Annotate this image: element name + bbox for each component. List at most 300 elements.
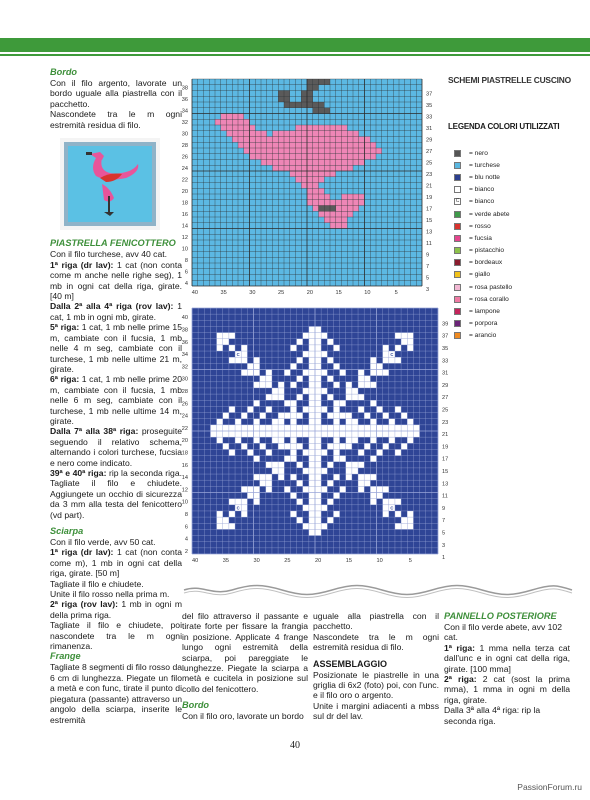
snowflake-grid-cell — [278, 382, 284, 388]
snowflake-grid-cell — [297, 517, 303, 523]
snowflake-grid-cell — [260, 443, 266, 449]
snowflake-grid-cell — [321, 351, 327, 357]
row-label: 36 — [181, 97, 188, 104]
flamingo-grid-cell — [238, 125, 244, 131]
flamingo-grid-cell — [284, 165, 290, 171]
flamingo-grid-cell — [347, 148, 353, 154]
legend-item — [448, 208, 578, 220]
snowflake-grid-cell — [333, 431, 339, 437]
flamingo-grid-cell — [324, 137, 330, 143]
snowflake-grid-cell — [333, 474, 339, 480]
row-label: 28 — [181, 389, 188, 396]
flamingo-grid-cell — [359, 194, 365, 200]
pannello-row-1: 1ª riga: 1 mma nella terza cat dall'unc e in ogni cat della riga, girate. [100 mma] — [444, 642, 570, 674]
flamingo-grid-cell — [290, 154, 296, 160]
flamingo-grid-cell — [307, 154, 313, 160]
legend-label: = fucsia — [469, 234, 492, 242]
flamingo-grid-cell — [313, 79, 319, 85]
corner-mark: C — [390, 351, 394, 357]
snowflake-grid-cell — [315, 419, 321, 425]
legend-item — [448, 305, 578, 317]
row-label: 35 — [426, 102, 433, 109]
snowflake-grid-cell — [321, 431, 327, 437]
snowflake-grid-cell — [309, 474, 315, 480]
flamingo-grid-cell — [238, 131, 244, 137]
legend-swatch — [454, 211, 461, 218]
legend-label: = bianco — [469, 186, 495, 194]
legend-label: = lampone — [469, 308, 500, 316]
flamingo-grid-cell — [307, 171, 313, 177]
flamingo-grid-cell — [359, 160, 365, 166]
flamingo-grid-cell — [296, 102, 302, 108]
flamingo-grid-cell — [296, 125, 302, 131]
column-label: 20 — [314, 558, 322, 564]
snowflake-grid-cell — [217, 419, 223, 425]
flamingo-grid-cell — [359, 154, 365, 160]
snowflake-grid-cell — [241, 486, 247, 492]
snowflake-grid-cell — [358, 382, 364, 388]
snowflake-grid-cell — [223, 523, 229, 529]
flamingo-grid-cell — [319, 200, 325, 206]
snowflake-grid-cell — [395, 499, 401, 505]
bordo-heading-2: Bordo — [182, 700, 210, 711]
flamingo-grid-cell — [319, 142, 325, 148]
flamingo-grid-cell — [336, 217, 342, 223]
snowflake-grid-cell — [333, 400, 339, 406]
snowflake-grid-cell — [327, 462, 333, 468]
legend-label: = turchese — [469, 161, 500, 169]
flamingo-grid-cell — [319, 102, 325, 108]
snowflake-grid-cell — [223, 517, 229, 523]
flamingo-grid-cell — [319, 108, 325, 114]
legend-item — [448, 159, 578, 171]
snowflake-grid-cell — [377, 486, 383, 492]
flamingo-grid-cell — [278, 142, 284, 148]
flamingo-grid-cell — [324, 206, 330, 212]
snowflake-grid-cell — [370, 400, 376, 406]
flamingo-grid-cell — [267, 137, 273, 143]
legend-label: = bordeaux — [469, 259, 503, 267]
flamingo-grid-cell — [313, 125, 319, 131]
snowflake-grid-cell — [321, 505, 327, 511]
instruction-row-1: 1ª riga (dr lav): 1 cat (non conta come m anche nelle righe seg), 1 mb in ogni cat della riga, girate. [40 m] — [50, 259, 182, 302]
snowflake-grid-cell — [315, 351, 321, 357]
snowflake-grid-cell — [370, 363, 376, 369]
snowflake-grid-cell — [377, 370, 383, 376]
flamingo-grid-cell — [324, 165, 330, 171]
flamingo-grid-cell — [273, 137, 279, 143]
flamingo-grid-cell — [301, 125, 307, 131]
snowflake-grid-cell — [333, 456, 339, 462]
snowflake-grid-cell — [223, 431, 229, 437]
snowflake-grid-cell — [278, 468, 284, 474]
column-label: 5 — [408, 558, 412, 564]
flamingo-grid-cell — [365, 137, 371, 143]
row-label: 1 — [442, 555, 446, 562]
corner-mark: C — [199, 542, 203, 548]
flamingo-grid-cell — [313, 148, 319, 154]
snowflake-grid-cell — [327, 339, 333, 345]
flamingo-grid-cell — [319, 188, 325, 194]
snowflake-grid-cell — [309, 493, 315, 499]
column-label: 30 — [249, 290, 256, 296]
legend-item — [448, 318, 578, 330]
flamingo-grid-cell — [238, 114, 244, 120]
row-label: 25 — [426, 160, 433, 167]
snowflake-grid-cell — [395, 333, 401, 339]
snowflake-grid-cell — [315, 505, 321, 511]
snowflake-grid-cell — [309, 406, 315, 412]
snowflake-grid-cell — [413, 431, 419, 437]
flamingo-grid-cell — [342, 211, 348, 217]
instruction-row-6: 6ª riga: 1 cat, 1 mb nelle prime 20 m, cambiate con il fucsia, 1 mb nelle 6 m seg, cambiate con il turchese, 1 mb nelle ultime 14 m, girate. — [50, 374, 182, 426]
flamingo-grid-cell — [221, 125, 227, 131]
snowflake-grid-cell — [272, 468, 278, 474]
snowflake-grid-cell — [358, 394, 364, 400]
flamingo-grid-cell — [301, 142, 307, 148]
bordo-heading: Bordo — [50, 67, 78, 77]
flamingo-grid-cell — [376, 148, 382, 154]
snowflake-grid-cell — [290, 456, 296, 462]
snowflake-grid-cell — [321, 388, 327, 394]
snowflake-grid-cell — [278, 462, 284, 468]
flamingo-grid-cell — [336, 125, 342, 131]
flamingo-grid-cell — [307, 188, 313, 194]
flamingo-grid-cell — [284, 142, 290, 148]
snowflake-grid-cell — [290, 474, 296, 480]
flamingo-grid-cell — [261, 131, 267, 137]
flamingo-grid-cell — [307, 102, 313, 108]
row-label: 35 — [442, 345, 449, 352]
snowflake-grid-cell — [389, 437, 395, 443]
legend-item — [448, 281, 578, 293]
legend-item — [448, 257, 578, 269]
flamingo-grid-cell — [359, 142, 365, 148]
snowflake-grid-cell — [358, 480, 364, 486]
snowflake-grid-cell — [377, 431, 383, 437]
row-label: 11 — [442, 493, 448, 500]
snowflake-grid-cell — [241, 431, 247, 437]
snowflake-grid-cell — [358, 376, 364, 382]
pannello-heading: PANNELLO POSTERIORE — [444, 611, 557, 621]
snowflake-grid-cell — [321, 406, 327, 412]
flamingo-grid-cell — [290, 102, 296, 108]
flamingo-grid-cell — [278, 154, 284, 160]
flamingo-grid-cell — [336, 165, 342, 171]
flamingo-grid-cell — [319, 148, 325, 154]
flamingo-grid-cell — [330, 217, 336, 223]
snowflake-grid-cell — [315, 425, 321, 431]
snowflake-grid-cell — [333, 425, 339, 431]
flamingo-grid-cell — [301, 177, 307, 183]
flamingo-grid-cell — [238, 119, 244, 125]
corner-mark: C — [236, 505, 240, 511]
text-column-1 — [50, 67, 182, 725]
snowflake-grid-cell — [333, 449, 339, 455]
snowflake-grid-cell — [241, 357, 247, 363]
flamingo-grid-cell — [255, 137, 261, 143]
page-number: 40 — [290, 740, 300, 751]
flamingo-grid-cell — [330, 131, 336, 137]
row-label: 9 — [442, 505, 446, 512]
snowflake-grid-cell — [309, 529, 315, 535]
legend-swatch — [454, 332, 461, 339]
snowflake-grid-cell — [217, 511, 223, 517]
snowflake-grid-cell — [303, 523, 309, 529]
legend-label: = rosa pastello — [469, 283, 513, 291]
snowflake-grid-cell — [352, 425, 358, 431]
snowflake-grid-cell — [370, 370, 376, 376]
text-column-3 — [313, 611, 439, 722]
flamingo-grid-cell — [330, 160, 336, 166]
snowflake-grid-cell — [333, 419, 339, 425]
snowflake-grid-cell — [254, 357, 260, 363]
flamingo-grid-cell — [313, 206, 319, 212]
row-label: 37 — [442, 333, 449, 340]
snowflake-grid-cell — [266, 474, 272, 480]
flamingo-grid-cell — [319, 211, 325, 217]
legend-item — [448, 293, 578, 305]
snowflake-grid-cell — [346, 437, 352, 443]
snowflake-grid-cell — [210, 425, 216, 431]
flamingo-grid-cell — [324, 217, 330, 223]
snowflake-grid-cell — [309, 499, 315, 505]
snowflake-grid-cell — [272, 394, 278, 400]
snowflake-grid-cell — [327, 394, 333, 400]
snowflake-grid-cell — [235, 431, 241, 437]
snowflake-grid-cell — [333, 382, 339, 388]
flamingo-grid-cell — [313, 183, 319, 189]
snowflake-grid-cell — [315, 523, 321, 529]
snowflake-grid-cell — [413, 425, 419, 431]
flamingo-grid-cell — [330, 171, 336, 177]
snowflake-grid-cell — [266, 480, 272, 486]
snowflake-grid-cell — [229, 449, 235, 455]
snowflake-grid-cell — [315, 529, 321, 535]
flamingo-grid-cell — [307, 142, 313, 148]
pannello-row-3: Dalla 3ª alla 4ª riga: rip la seconda riga. — [444, 705, 541, 726]
snowflake-grid-cell — [272, 437, 278, 443]
row-label: 23 — [442, 419, 449, 426]
flamingo-grid-cell — [324, 211, 330, 217]
snowflake-grid-cell — [278, 437, 284, 443]
snowflake-grid-cell — [297, 339, 303, 345]
snowflake-grid-cell — [346, 474, 352, 480]
flamingo-grid-cell — [255, 148, 261, 154]
flamingo-grid-cell — [330, 211, 336, 217]
snowflake-grid-cell — [358, 406, 364, 412]
flamingo-grid-cell — [330, 200, 336, 206]
snowflake-grid-cell — [346, 388, 352, 394]
bordo-continued-2: Nascondete tra le m ogni estremità residua di filo. — [313, 631, 439, 653]
column-label: 20 — [306, 290, 313, 296]
flamingo-grid-cell — [353, 160, 359, 166]
flamingo-grid-cell — [307, 148, 313, 154]
snowflake-grid-cell — [395, 449, 401, 455]
snowflake-grid-cell — [284, 456, 290, 462]
snowflake-grid-cell — [315, 333, 321, 339]
snowflake-grid-cell — [315, 400, 321, 406]
legend-swatch — [454, 271, 461, 278]
flamingo-grid-cell — [313, 200, 319, 206]
flamingo-grid-cell — [290, 131, 296, 137]
snowflake-grid-cell — [284, 413, 290, 419]
row-label: 30 — [181, 131, 188, 138]
snowflake-grid-cell — [284, 486, 290, 492]
flamingo-grid-cell — [324, 125, 330, 131]
flamingo-grid-cell — [307, 137, 313, 143]
snowflake-grid-cell — [309, 456, 315, 462]
snowflake-grid-cell — [315, 486, 321, 492]
flamingo-grid-cell — [296, 160, 302, 166]
frange-heading: Frange — [50, 651, 81, 662]
snowflake-grid-cell — [340, 486, 346, 492]
snowflake-grid-cell — [241, 443, 247, 449]
flamingo-grid-cell — [342, 125, 348, 131]
flamingo-grid-cell — [290, 142, 296, 148]
snowflake-grid-cell — [266, 376, 272, 382]
snowflake-grid-cell — [309, 449, 315, 455]
snowflake-grid-cell — [327, 499, 333, 505]
flamingo-grid-cell — [342, 154, 348, 160]
flamingo-grid-cell — [278, 96, 284, 102]
legend-label: = arancio — [469, 332, 497, 340]
flamingo-grid-cell — [365, 148, 371, 154]
snowflake-grid-cell — [266, 462, 272, 468]
snowflake-grid-cell — [383, 413, 389, 419]
snowflake-grid-cell — [229, 333, 235, 339]
snowflake-grid-cell — [272, 419, 278, 425]
flamingo-grid-cell — [307, 160, 313, 166]
row-label: 25 — [442, 407, 449, 414]
flamingo-grid-cell — [336, 206, 342, 212]
flamingo-grid-cell — [301, 148, 307, 154]
flamingo-grid-cell — [307, 91, 313, 97]
flamingo-grid-cell — [261, 137, 267, 143]
flamingo-grid-cell — [359, 137, 365, 143]
snowflake-grid-cell — [315, 517, 321, 523]
snowflake-grid-cell — [383, 351, 389, 357]
snowflake-grid-cell — [290, 449, 296, 455]
snowflake-grid-cell — [260, 382, 266, 388]
snowflake-grid-cell — [290, 511, 296, 517]
snowflake-grid-cell — [241, 370, 247, 376]
pannello-row-2: 2ª riga: 2 cat (sost la prima mma), 1 mma in ogni m della riga, girate. — [444, 674, 570, 705]
row-label: 16 — [181, 462, 188, 469]
corner-mark: C — [408, 327, 412, 333]
snowflake-grid-cell — [235, 425, 241, 431]
instruction-row-5: 5ª riga: 1 cat, 1 mb nelle prime 15 m, cambiate con il fucsia, 1 mb nelle 4 m seg, cambiate con il turchese, 1 mb nelle ultime 21 m, girate. — [50, 322, 182, 374]
snowflake-grid-cell — [290, 345, 296, 351]
flamingo-grid-cell — [319, 160, 325, 166]
snowflake-grid-cell — [383, 357, 389, 363]
snowflake-grid-cell — [327, 517, 333, 523]
flamingo-grid-cell — [319, 131, 325, 137]
snowflake-grid-cell — [389, 419, 395, 425]
snowflake-grid-cell — [370, 499, 376, 505]
legend-label: = bianco — [469, 198, 495, 206]
snowflake-grid-cell — [303, 449, 309, 455]
row-label: 13 — [442, 481, 449, 488]
snowflake-grid-cell — [290, 363, 296, 369]
snowflake-grid-cell — [247, 370, 253, 376]
legend-section-title: SCHEMI PIASTRELLE CUSCINO — [448, 75, 571, 85]
snowflake-grid-cell — [346, 425, 352, 431]
snowflake-grid-cell — [395, 406, 401, 412]
legend-swatch — [454, 296, 461, 303]
snowflake-grid-cell — [229, 499, 235, 505]
flamingo-grid-cell — [353, 206, 359, 212]
snowflake-grid-cell — [241, 505, 247, 511]
legend-subtitle: LEGENDA COLORI UTILIZZATI — [448, 122, 560, 131]
snowflake-grid-cell — [370, 486, 376, 492]
snowflake-grid-cell — [370, 425, 376, 431]
flamingo-grid-cell — [370, 148, 376, 154]
snowflake-grid-cell — [290, 437, 296, 443]
snowflake-grid-cell — [247, 363, 253, 369]
flamingo-grid-cell — [342, 142, 348, 148]
snowflake-grid-cell — [346, 413, 352, 419]
flamingo-grid-cell — [353, 148, 359, 154]
flamingo-grid-cell — [284, 154, 290, 160]
row-label: 2 — [184, 548, 188, 555]
snowflake-grid-cell — [260, 474, 266, 480]
snowflake-grid-cell — [278, 419, 284, 425]
flamingo-grid-cell — [278, 165, 284, 171]
row-label: 15 — [426, 217, 433, 224]
snowflake-grid-cell — [358, 486, 364, 492]
flamingo-grid-cell — [255, 142, 261, 148]
flamingo-grid-cell — [284, 91, 290, 97]
legend-swatch: C — [455, 198, 460, 205]
flamingo-grid-cell — [347, 200, 353, 206]
flamingo-grid-cell — [250, 137, 256, 143]
snowflake-grid-cell — [272, 425, 278, 431]
snowflake-grid-cell — [346, 394, 352, 400]
snowflake-grid-cell — [303, 425, 309, 431]
flamingo-grid-cell — [313, 85, 319, 91]
legend-list — [448, 147, 578, 342]
flamingo-grid-cell — [307, 85, 313, 91]
snowflake-grid-cell — [395, 357, 401, 363]
snowflake-grid-cell — [395, 523, 401, 529]
snowflake-grid-cell — [254, 456, 260, 462]
flamingo-grid-cell — [227, 125, 233, 131]
flamingo-grid-cell — [307, 165, 313, 171]
snowflake-grid-cell — [241, 499, 247, 505]
snowflake-grid-cell — [278, 388, 284, 394]
row-label: 38 — [181, 327, 188, 334]
row-label: 20 — [181, 438, 188, 445]
snowflake-grid-cell — [315, 370, 321, 376]
instruction-row-2: Dalla 2ª alla 4ª riga (rov lav): 1 cat, 1 mb in ogni mb, girate. — [50, 301, 182, 322]
snowflake-grid-cell — [229, 511, 235, 517]
row-label: 19 — [442, 444, 449, 451]
flamingo-grid-cell — [336, 148, 342, 154]
legend-label: = verde abete — [469, 210, 510, 218]
corner-mark: C — [236, 351, 240, 357]
snowflake-grid-cell — [254, 499, 260, 505]
snowflake-grid-cell — [297, 480, 303, 486]
snowflake-chart — [170, 305, 449, 564]
flamingo-grid-svg — [170, 76, 445, 296]
snowflake-grid-cell — [297, 413, 303, 419]
row-label: 27 — [442, 395, 449, 402]
snowflake-grid-cell — [352, 419, 358, 425]
row-label: 36 — [181, 339, 188, 346]
snowflake-grid-cell — [352, 437, 358, 443]
snowflake-grid-cell — [327, 376, 333, 382]
